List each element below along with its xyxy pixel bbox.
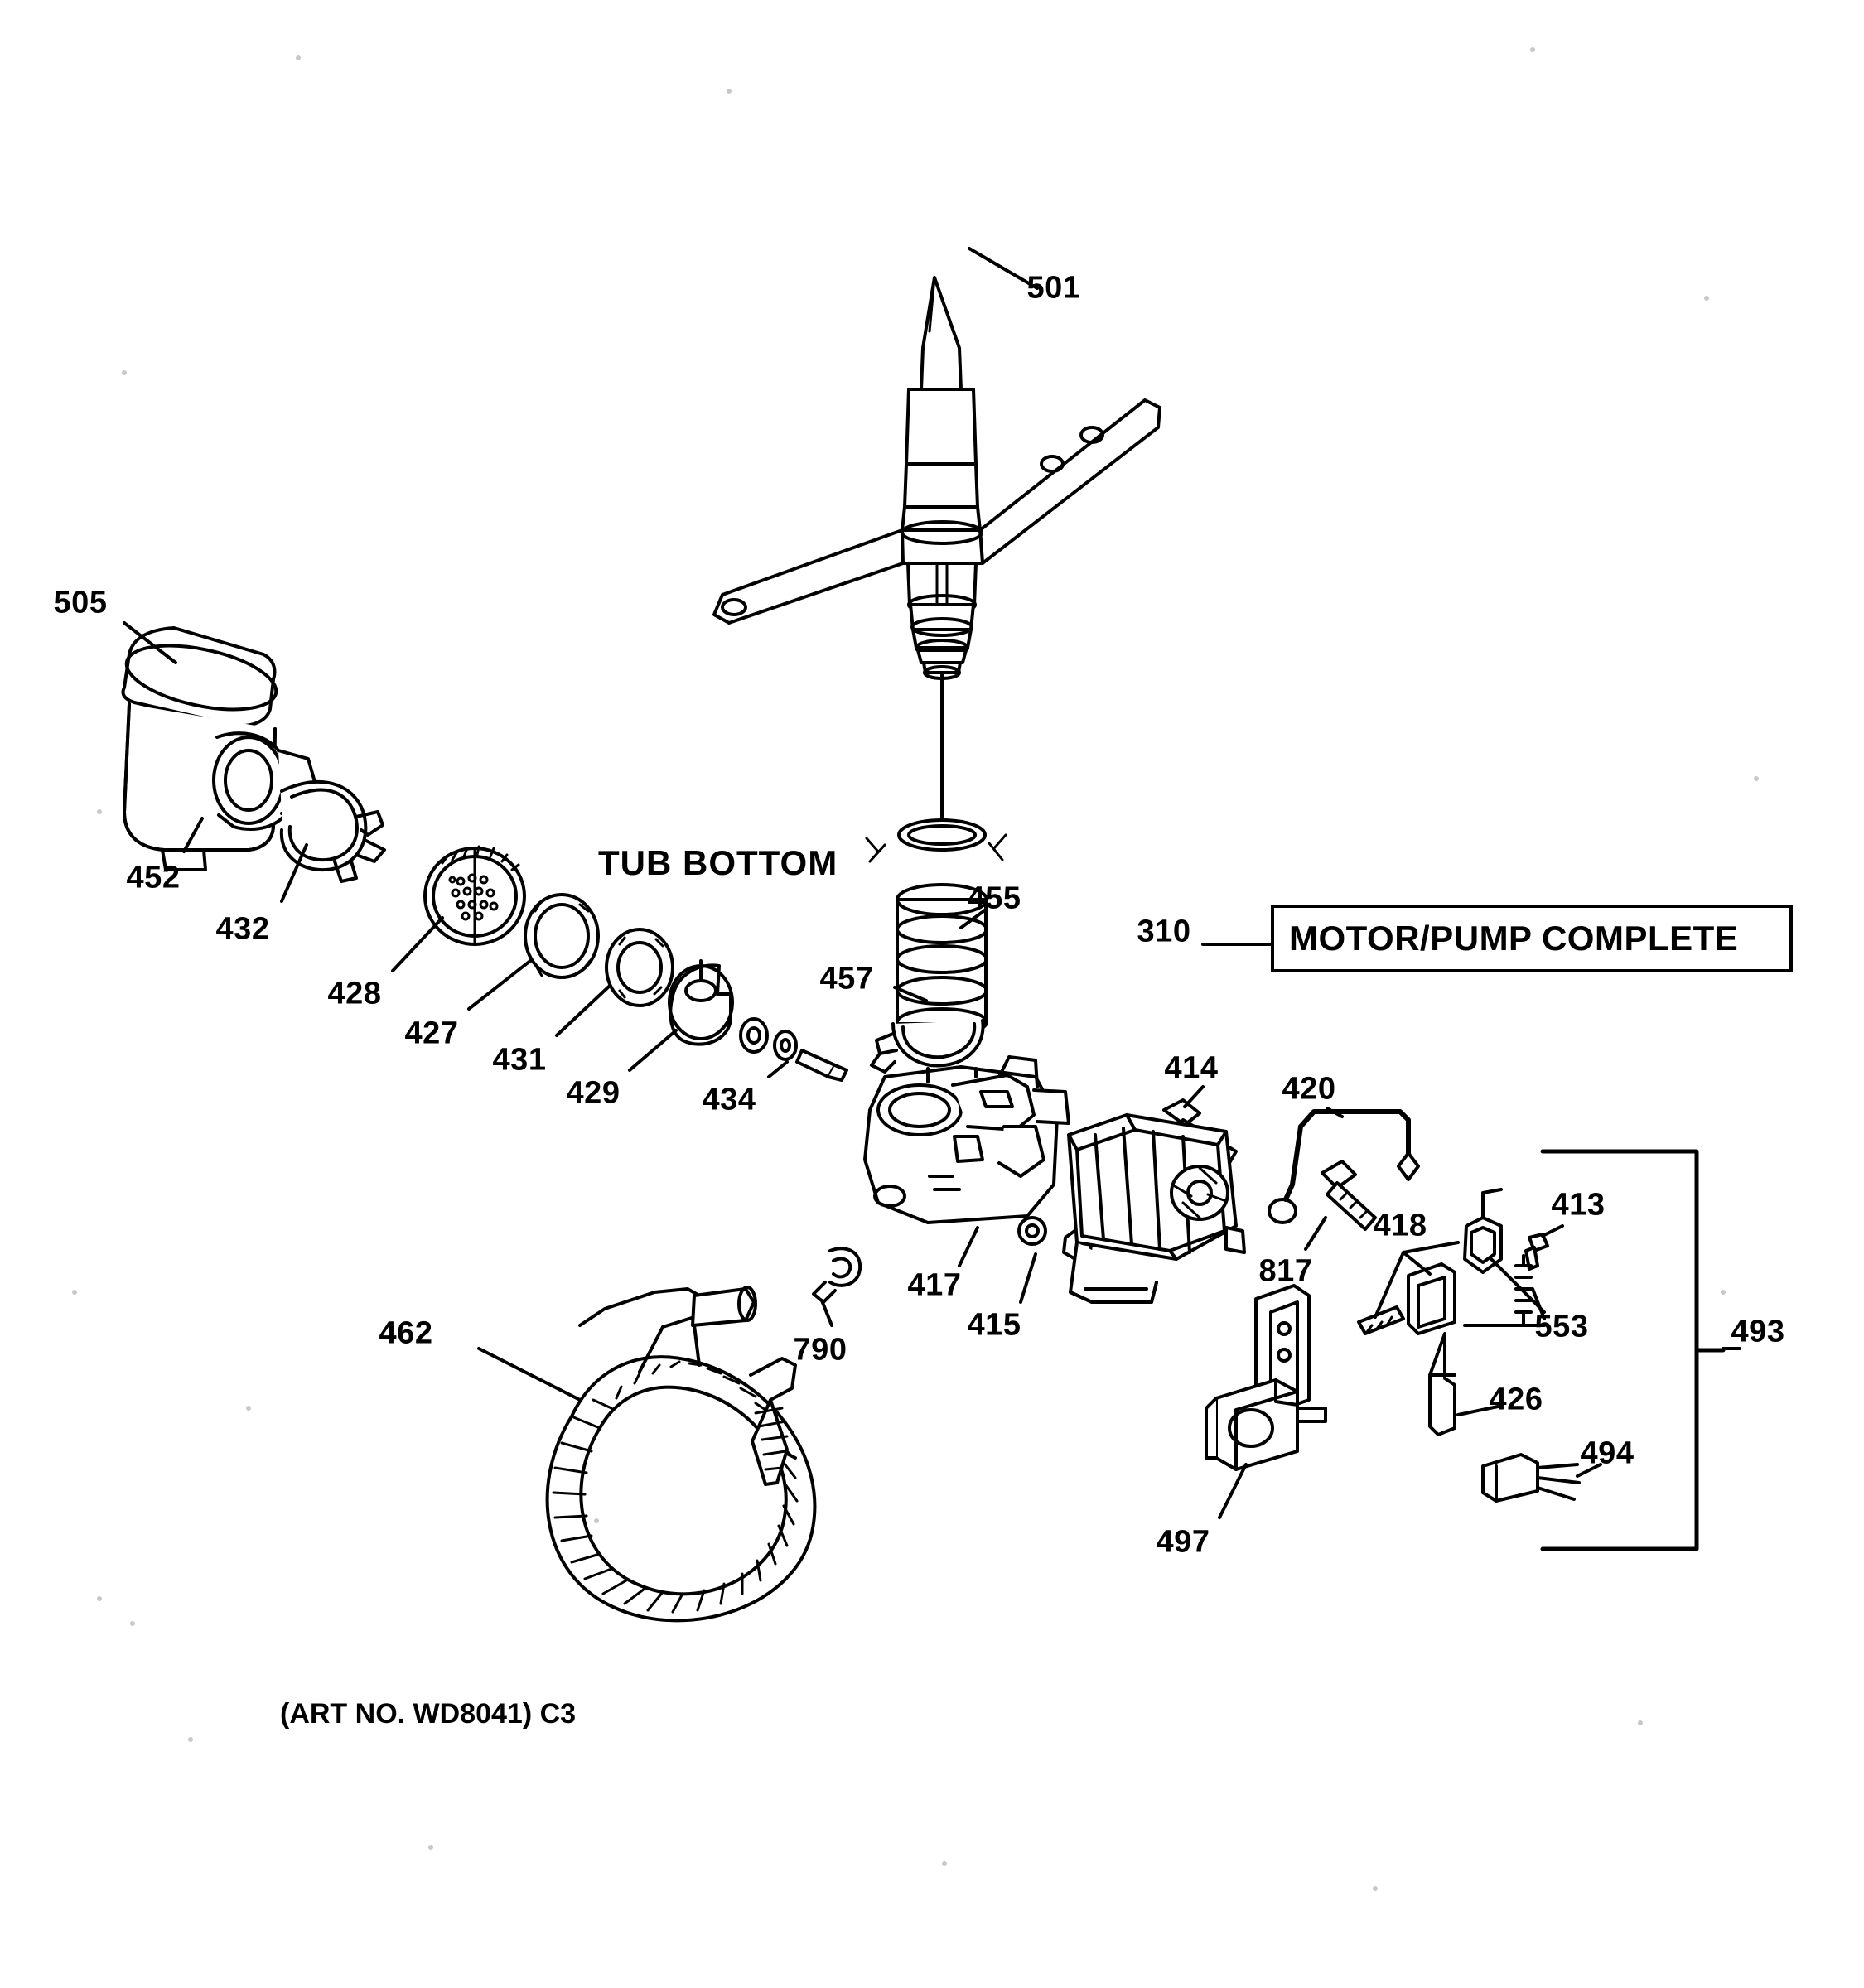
- callout-455[interactable]: 455: [967, 881, 1021, 916]
- callout-817[interactable]: 817: [1258, 1253, 1313, 1289]
- callout-420[interactable]: 420: [1282, 1071, 1336, 1107]
- callout-434[interactable]: 434: [702, 1082, 756, 1117]
- callout-428[interactable]: 428: [327, 976, 382, 1011]
- callout-494[interactable]: 494: [1580, 1436, 1635, 1471]
- callout-310[interactable]: 310: [1137, 914, 1191, 949]
- callout-415[interactable]: 415: [967, 1307, 1021, 1343]
- callout-493[interactable]: 493: [1731, 1314, 1785, 1349]
- callout-414[interactable]: 414: [1164, 1050, 1219, 1086]
- callout-431[interactable]: 431: [492, 1042, 547, 1078]
- callout-417[interactable]: 417: [907, 1267, 962, 1303]
- callout-553[interactable]: 553: [1534, 1309, 1589, 1344]
- callout-462[interactable]: 462: [379, 1315, 433, 1351]
- callout-426[interactable]: 426: [1489, 1382, 1543, 1417]
- tub-bottom-label: TUB BOTTOM: [598, 843, 838, 882]
- callout-452[interactable]: 452: [126, 860, 181, 895]
- callout-505[interactable]: 505: [53, 585, 108, 620]
- callout-497[interactable]: 497: [1156, 1524, 1210, 1560]
- callout-413[interactable]: 413: [1551, 1187, 1606, 1223]
- callout-457[interactable]: 457: [819, 961, 874, 996]
- callout-429[interactable]: 429: [566, 1075, 621, 1111]
- motor-pump-complete-box: MOTOR/PUMP COMPLETE: [1271, 905, 1793, 972]
- callout-427[interactable]: 427: [404, 1016, 459, 1051]
- callout-790[interactable]: 790: [793, 1332, 847, 1368]
- callout-432[interactable]: 432: [215, 911, 270, 947]
- art-number-caption: (ART NO. WD8041) C3: [280, 1698, 577, 1730]
- callout-418[interactable]: 418: [1373, 1208, 1427, 1243]
- callout-501[interactable]: 501: [1026, 270, 1081, 306]
